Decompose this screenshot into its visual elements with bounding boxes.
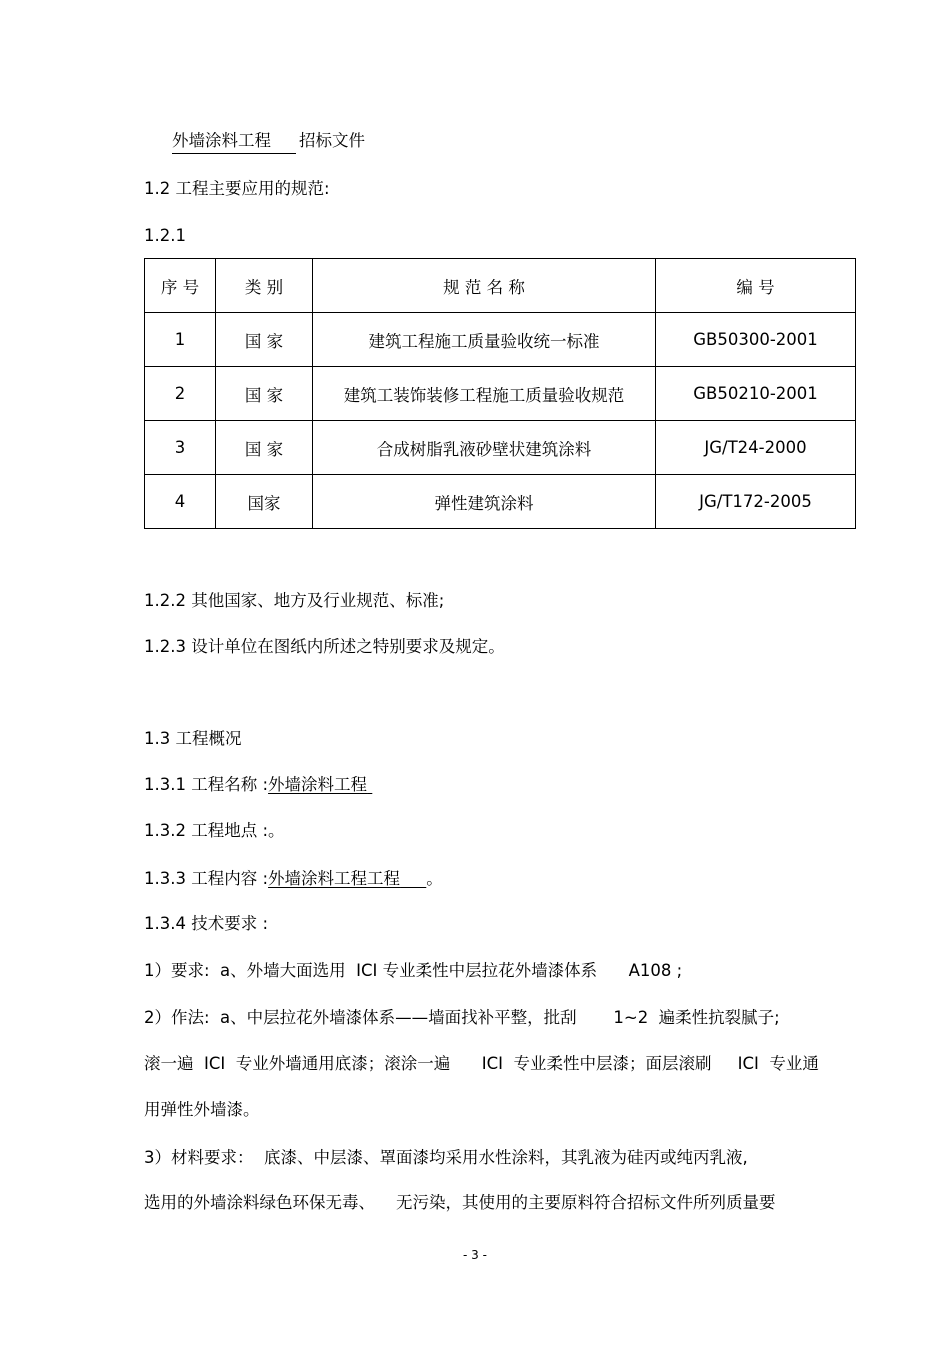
header-cell-index: 序 号 — [145, 259, 216, 313]
requirement-line-2: 2）作法: a、中层拉花外墙漆体系——墙面找补平整，批刮 1~2 遍柔性抗裂腻子; — [144, 1008, 780, 1027]
cell-category: 国 家 — [216, 421, 313, 475]
section-1-2-1: 1.2.1 — [144, 226, 186, 245]
requirement-line-4: 用弹性外墙漆。 — [144, 1100, 260, 1119]
cell-category: 国家 — [216, 475, 313, 529]
cell-code: GB50300-2001 — [656, 313, 856, 367]
table-row — [145, 367, 856, 421]
cell-index: 4 — [145, 475, 216, 529]
header-underline — [172, 153, 296, 154]
cell-code: GB50210-2001 — [656, 367, 856, 421]
section-1-3-title: 1.3 工程概况 — [144, 729, 242, 748]
table-row — [145, 313, 856, 367]
cell-code: JG/T172-2005 — [656, 475, 856, 529]
section-1-3-3-end: 。 — [426, 869, 443, 888]
doc-header-name: 外墙涂料工程 — [172, 131, 271, 150]
requirement-line-3: 滚一遍 ICI 专业外墙通用底漆；滚涂一遍 ICI 专业柔性中层漆；面层滚刷 ICI 专业通 — [144, 1054, 819, 1073]
doc-header-suffix: 招标文件 — [299, 131, 365, 150]
cell-code: JG/T24-2000 — [656, 421, 856, 475]
section-1-3-3-label: 1.3.3 工程内容 : — [144, 869, 269, 888]
section-1-3-4: 1.3.4 技术要求 : — [144, 914, 269, 933]
header-cell-code: 编 号 — [656, 259, 856, 313]
cell-spec-name: 弹性建筑涂料 — [313, 475, 656, 529]
section-1-2-3: 1.2.3 设计单位在图纸内所述之特别要求及规定。 — [144, 637, 505, 656]
cell-spec-name: 建筑工程施工质量验收统一标准 — [313, 313, 656, 367]
cell-category: 国 家 — [216, 313, 313, 367]
section-1-3-1-label: 1.3.1 工程名称 : — [144, 775, 269, 794]
section-1-3-1 — [144, 775, 372, 795]
cell-spec-name: 合成树脂乳液砂壁状建筑涂料 — [313, 421, 656, 475]
requirement-line-1: 1）要求: a、外墙大面选用 ICI 专业柔性中层拉花外墙漆体系 A108 ; — [144, 961, 683, 980]
header-cell-category: 类 别 — [216, 259, 313, 313]
requirement-line-5: 3）材料要求： 底漆、中层漆、罩面漆均采用水性涂料，其乳液为硅丙或纯丙乳液, — [144, 1148, 748, 1167]
section-1-3-3 — [144, 869, 443, 889]
table-row — [145, 475, 856, 529]
table-row — [145, 421, 856, 475]
project-content-value: 外墙涂料工程工程 — [268, 869, 401, 888]
header-cell-spec-name: 规 范 名 称 — [313, 259, 656, 313]
section-1-2-title: 1.2 工程主要应用的规范: — [144, 179, 330, 198]
cell-index: 2 — [145, 367, 216, 421]
project-name-value: 外墙涂料工程 — [268, 775, 368, 794]
specs-table — [144, 258, 856, 529]
section-1-2-2: 1.2.2 其他国家、地方及行业规范、标准; — [144, 591, 445, 610]
table-header-row — [145, 259, 856, 313]
cell-category: 国 家 — [216, 367, 313, 421]
page-number: - 3 - — [463, 1248, 487, 1262]
requirement-line-6: 选用的外墙涂料绿色环保无毒、 无污染，其使用的主要原料符合招标文件所列质量要 — [144, 1193, 776, 1212]
cell-spec-name: 建筑工装饰装修工程施工质量验收规范 — [313, 367, 656, 421]
doc-header — [172, 131, 365, 151]
section-1-3-2: 1.3.2 工程地点 :。 — [144, 821, 285, 840]
cell-index: 1 — [145, 313, 216, 367]
cell-index: 3 — [145, 421, 216, 475]
